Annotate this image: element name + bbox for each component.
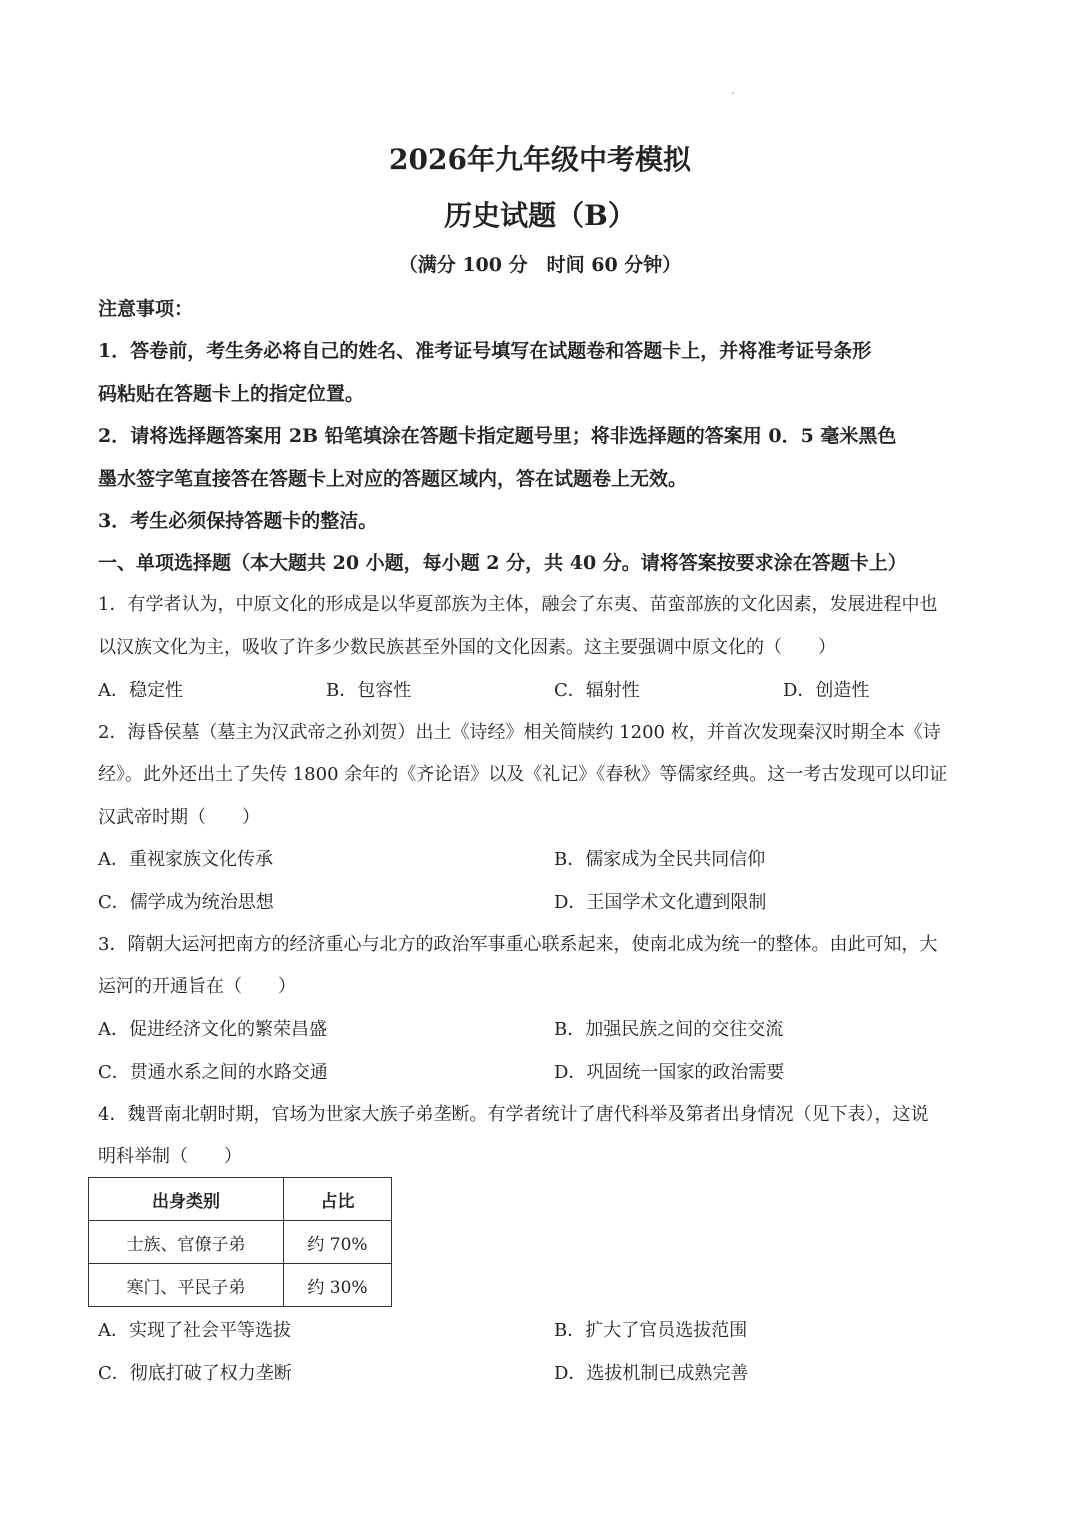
question-2-line-3: 汉武帝时期（ ） — [98, 807, 260, 828]
exam-score-time: （满分 100 分 时间 60 分钟） — [398, 254, 682, 276]
section-heading: 一、单项选择题（本大题共 20 小题，每小题 2 分，共 40 分。请将答案按要求涂在答题卡上） — [98, 552, 907, 574]
question-4-option-d: D．选拔机制已成熟完善 — [554, 1363, 749, 1384]
question-2-line-2: 经》。此外还出土了失传 1800 余年的《齐论语》以及《礼记》《春秋》等儒家经典。这一考古发现可以印证 — [98, 764, 948, 785]
question-2-option-b: B．儒家成为全民共同信仰 — [554, 849, 766, 870]
question-4-option-c: C．彻底打破了权力垄断 — [98, 1363, 292, 1384]
question-3-line-1: 3．隋朝大运河把南方的经济重心与北方的政治军事重心联系起来，使南北成为统一的整体。由此可知，大 — [98, 934, 938, 955]
question-3-option-b: B．加强民族之间的交往交流 — [554, 1019, 784, 1040]
table-cell: 寒门、平民子弟 — [89, 1264, 284, 1307]
table-row — [89, 1221, 392, 1264]
table-cell: 约 30% — [284, 1264, 392, 1307]
question-3-option-d: D．巩固统一国家的政治需要 — [554, 1062, 785, 1083]
question-1-option-d: D．创造性 — [783, 680, 870, 701]
question-3-option-a: A．促进经济文化的繁荣昌盛 — [98, 1019, 327, 1040]
question-1-line-2: 以汉族文化为主，吸收了许多少数民族甚至外国的文化因素。这主要强调中原文化的（ ） — [98, 637, 836, 658]
table-row — [89, 1264, 392, 1307]
question-3-line-2: 运河的开通旨在（ ） — [98, 976, 296, 997]
notice-item-1-line-2: 码粘贴在答题卡上的指定位置。 — [98, 383, 365, 405]
exam-subject-title: 历史试题（B） — [444, 199, 636, 232]
notice-item-2-line-2: 墨水签字笔直接答在答题卡上对应的答题区域内，答在试题卷上无效。 — [98, 468, 688, 490]
question-4-option-a: A．实现了社会平等选拔 — [98, 1320, 291, 1341]
question-1-option-a: A．稳定性 — [98, 680, 183, 701]
notice-item-3: 3．考生必须保持答题卡的整洁。 — [98, 510, 378, 532]
exam-title: 2026年九年级中考模拟 — [389, 143, 691, 176]
table-header-ratio: 占比 — [284, 1178, 392, 1221]
question-1-option-b: B．包容性 — [326, 680, 412, 701]
table-header-category: 出身类别 — [89, 1178, 284, 1221]
table-cell: 士族、官僚子弟 — [89, 1221, 284, 1264]
question-4-option-b: B．扩大了官员选拔范围 — [554, 1320, 748, 1341]
question-2-line-1: 2．海昏侯墓（墓主为汉武帝之孙刘贺）出土《诗经》相关简牍约 1200 枚，并首次发现秦汉时期全本《诗 — [98, 722, 941, 743]
notice-item-1-line-1: 1．答卷前，考生务必将自己的姓名、准考证号填写在试题卷和答题卡上，并将准考证号条形 — [98, 340, 872, 362]
question-2-option-a: A．重视家族文化传承 — [98, 849, 273, 870]
notice-heading: 注意事项： — [98, 298, 194, 320]
question-2-option-c: C．儒学成为统治思想 — [98, 892, 274, 913]
table-cell: 约 70% — [284, 1221, 392, 1264]
origin-table — [88, 1177, 392, 1307]
question-4-line-2: 明科举制（ ） — [98, 1146, 242, 1167]
question-1-line-1: 1．有学者认为，中原文化的形成是以华夏部族为主体，融会了东夷、苗蛮部族的文化因素，发展进程中也 — [98, 594, 938, 615]
question-3-option-c: C．贯通水系之间的水路交通 — [98, 1062, 328, 1083]
scan-speck — [732, 92, 734, 94]
question-4-line-1: 4．魏晋南北朝时期，官场为世家大族子弟垄断。有学者统计了唐代科举及第者出身情况（见下表），这说 — [98, 1104, 929, 1125]
question-1-option-c: C．辐射性 — [554, 680, 640, 701]
question-2-option-d: D．王国学术文化遭到限制 — [554, 892, 767, 913]
table-header-row — [89, 1178, 392, 1221]
notice-item-2-line-1: 2．请将选择题答案用 2B 铅笔填涂在答题卡指定题号里；将非选择题的答案用 0．5 毫米黑色 — [98, 425, 897, 447]
